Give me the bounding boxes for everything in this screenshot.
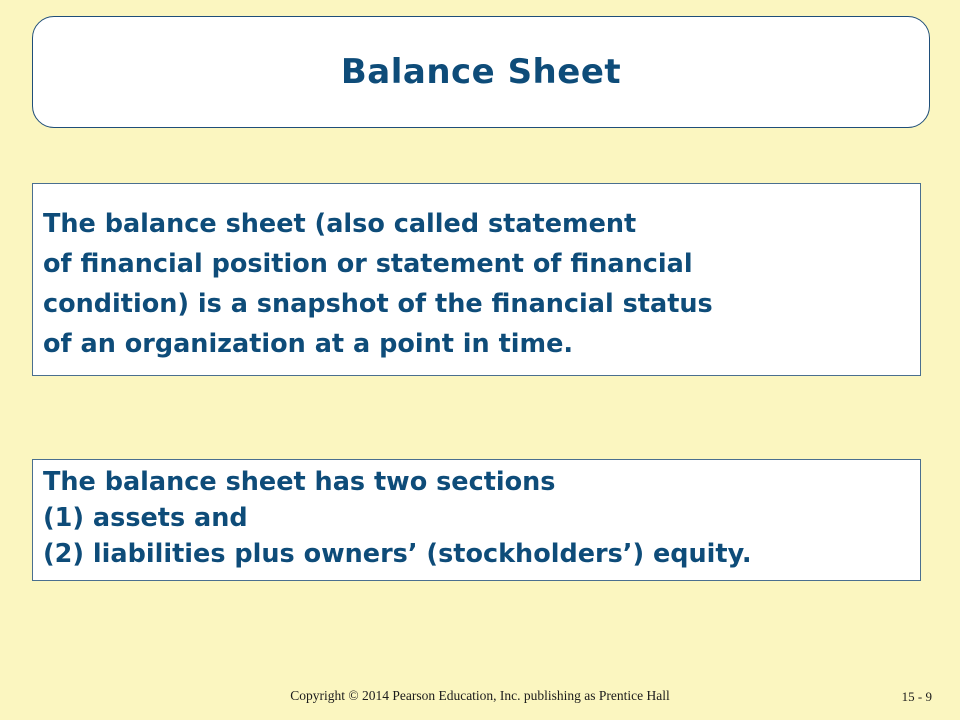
slide-title: Balance Sheet [340, 52, 622, 92]
section-item-liabilities-equity: (2) liabilities plus owners’ (stockholders’) equity. [43, 539, 752, 569]
sections-intro: The balance sheet has two sections [43, 467, 556, 497]
definition-line: of financial position or statement of financial [43, 249, 693, 279]
definition-line: condition) is a snapshot of the financial status [43, 289, 713, 319]
title-box [32, 16, 930, 128]
definition-line: of an organization at a point in time. [43, 329, 574, 359]
section-item-assets: (1) assets and [43, 503, 248, 533]
page-number: 15 - 9 [901, 689, 932, 704]
definition-box [32, 183, 921, 376]
definition-line: The balance sheet (also called statement [43, 209, 637, 239]
sections-box [32, 459, 921, 581]
footer-copyright: Copyright © 2014 Pearson Education, Inc. publishing as Prentice Hall [290, 688, 670, 703]
